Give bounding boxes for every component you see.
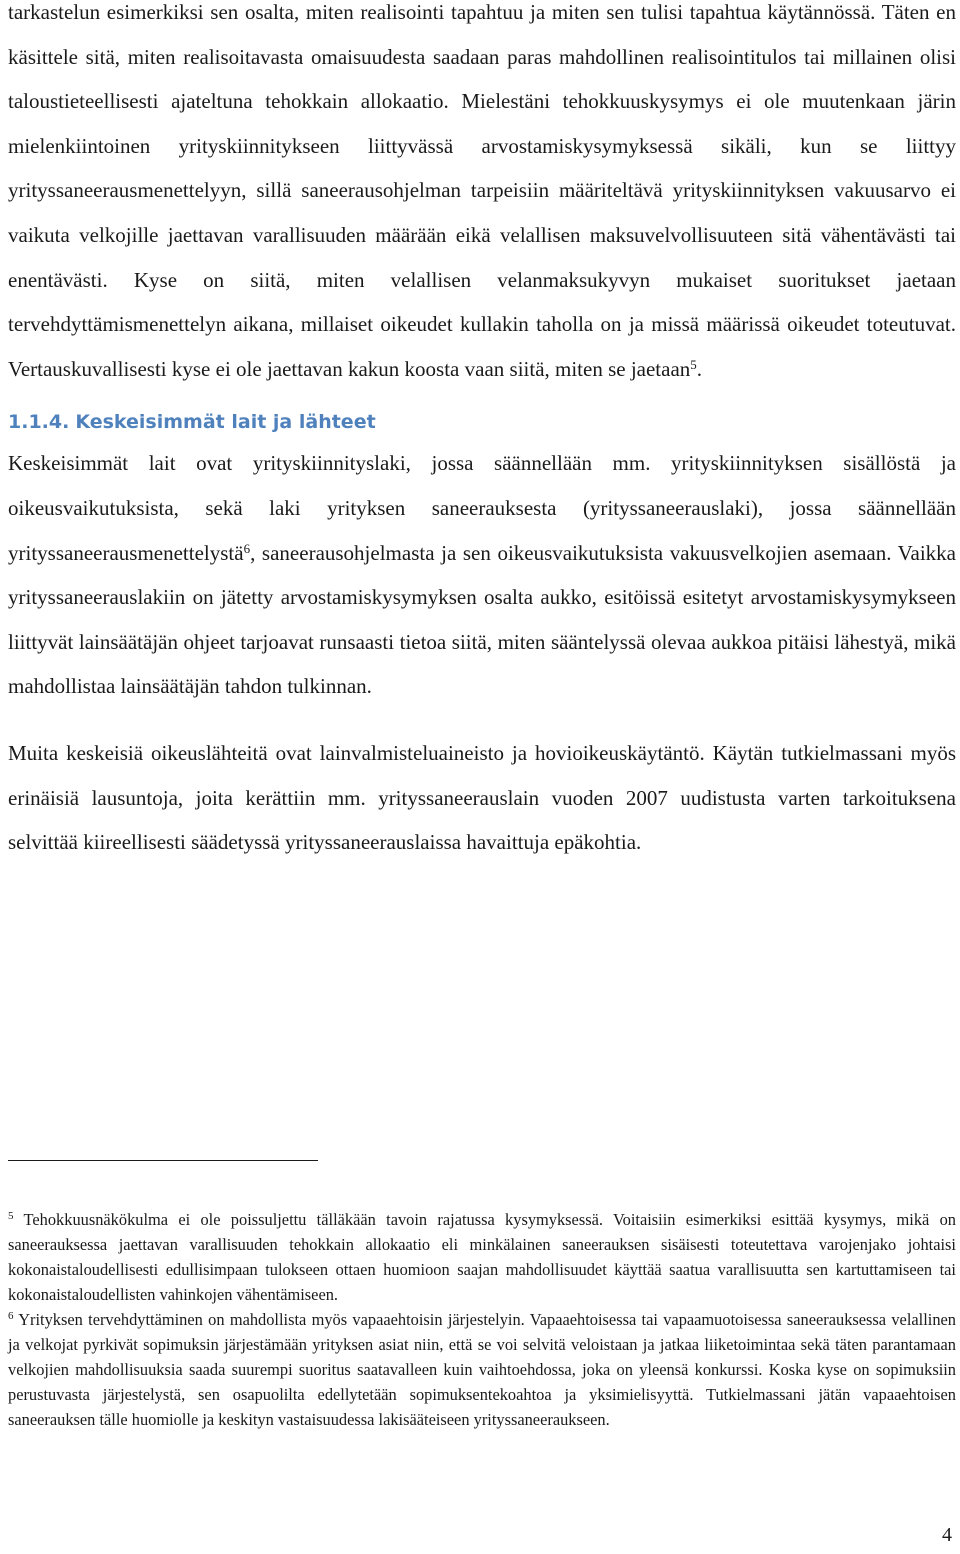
footnote-6-text: Yrityksen tervehdyttäminen on mahdollista myös vapaaehtoisin järjestelyin. Vapaaehtoisessa tai vapaamuotoisessa saneerauksessa velallinen ja velkojat pyrkivät sopimuksin järjestämään yrityksen asiat niin, että se voi selvitä veloistaan ja jatkaa liiketoimintaa sekä täten parantamaan velkojien mahdollisuuksia saada suurempi suoritus saatavalleen kuin vaihtoehdossa, joka on yleensä konkurssi. Koska kyse on sopimuksiin perustuvasta järjestelystä, sen osapuolilta edellytetään sopimuksentekoahtoa ja yksimielisyyttä. Tutkielmassani jätän vapaaehtoisen saneerauksen tälle huomiolle ja keskityn vastaisuudessa lakisääteiseen yrityssaneeraukseen. (8, 1310, 956, 1429)
section-heading (8, 407, 956, 437)
body-paragraph-1 (8, 0, 956, 391)
footnote-5-text: Tehokkuusnäkökulma ei ole poissuljettu tälläkään tavoin rajatussa kysymyksessä. Voitaisiin esimerkiksi esittää kysymys, mikä on saneerauksessa jaettavan varallisuuden tehokkain allokaatio eli minkälainen saneerauksen sisäisesti toteutettava varojenjako johtaisi kokonaistaloudellisesti edullisimpaan tulokseen ottaen huomioon saajan mahdollisuudet käyttää saatua varallisuutta sen kartuttamiseen tai kokonaistaloudellisten vahinkojen vähentämiseen. (8, 1210, 956, 1304)
page-number: 4 (942, 1524, 952, 1546)
footnote-5 (8, 1207, 956, 1307)
document-page (8, 0, 956, 1554)
section-title: Keskeisimmät lait ja lähteet (75, 411, 376, 434)
footnote-separator (8, 1160, 318, 1161)
section-number: 1.1.4. (8, 411, 70, 434)
footnote-6 (8, 1307, 956, 1432)
paragraph-2-text: Keskeisimmät lait ovat yrityskiinnityslaki, jossa säännellään mm. yrityskiinnityksen sisällöstä ja oikeusvaikutuksista, sekä laki yrityksen saneerauksesta (yrityssaneerauslaki), jossa säännellään yrityssaneerausmenettelystä (8, 451, 956, 565)
body-paragraph-3: Muita keskeisiä oikeuslähteitä ovat lainvalmisteluaineisto ja hovioikeuskäytäntö. Käytän tutkielmassani myös erinäisiä lausuntoja, joita kerättiin mm. yrityssaneerauslain vuoden 2007 uudistusta varten tarkoituksena selvittää kiireellisesti säädetyssä yrityssaneerauslaissa havaittuja epäkohtia. (8, 740, 956, 855)
footnote-marker-5: 5 (8, 1209, 14, 1222)
footnotes-section (8, 1207, 956, 1432)
body-paragraph-2 (8, 441, 956, 709)
paragraph-2-end: , saneerausohjelmasta ja sen oikeusvaikutuksista vakuusvelkojien asemaan. Vaikka yrityssaneerauslakiin on jätetty arvostamiskysymyksen osalta aukko, esitöissä esitetyt arvostamiskysymykseen liittyvät lainsäätäjän ohjeet tarjoavat runsaasti tietoa siitä, miten sääntelyssä olevaa aukkoa pitäisi lähestyä, mikä mahdollistaa lainsäätäjän tahdon tulkinnan. (8, 540, 956, 699)
footnote-ref-6[interactable]: 6 (243, 540, 251, 556)
footnote-marker-6: 6 (8, 1309, 14, 1322)
paragraph-1-end: . (696, 356, 703, 381)
paragraph-1-text: tarkastelun esimerkiksi sen osalta, miten realisointi tapahtuu ja miten sen tulisi tapahtua käytännössä. Täten en käsittele sitä, miten realisoitavasta omaisuudesta saadaan paras mahdollinen realisointitulos tai millainen olisi taloustieteellisesti ajateltuna tehokkain allokaatio. Mielestäni tehokkuuskysymys ei ole muutenkaan järin mielenkiintoinen yrityskiinnitykseen liittyvässä arvostamiskysymyksessä sikäli, kun se liittyy yrityssaneerausmenettelyyn, sillä saneerausohjelman tarpeisiin määriteltävä yrityskiinnityksen vakuusarvo ei vaikuta velkojille jaettavan varallisuuden määrään eikä velallisen maksuvelvollisuuteen sitä vähentävästi tai enentävästi. Kyse on siitä, miten velallisen velanmaksukyvyn mukaiset suoritukset jaetaan tervehdyttämismenettelyn aikana, millaiset oikeudet kullakin taholla on ja missä määrissä oikeudet toteutuvat. Vertauskuvallisesti kyse ei ole jaettavan kakun koosta vaan siitä, miten se jaetaan (8, 0, 956, 381)
footnote-ref-5[interactable]: 5 (690, 356, 697, 372)
